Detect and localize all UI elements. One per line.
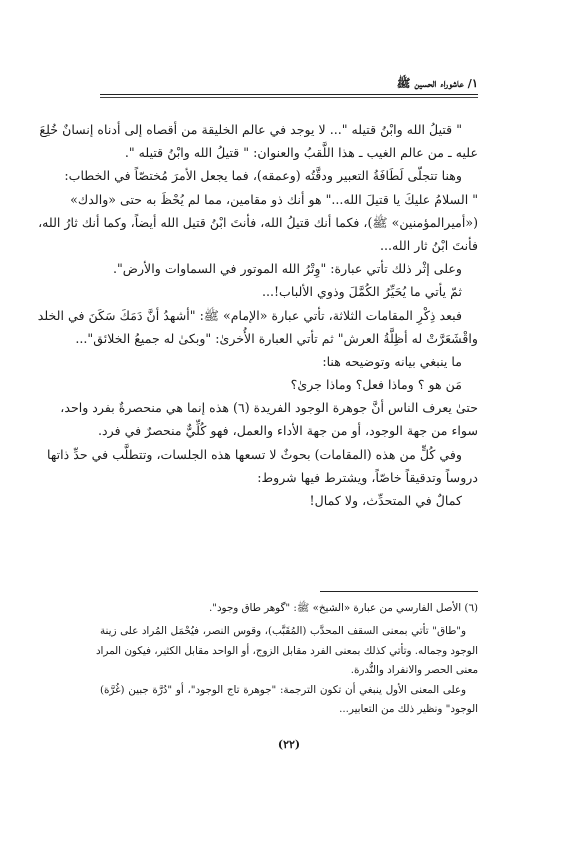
header-rule-thin [100,97,478,98]
text-line: " قتيلُ الله وابْنُ قتيله "... لا يوجد في عالم الخليقة من أقصاه إلى أدناه إنسانٌ خُلِعَ [39,122,462,137]
text-line: وهنا تتجلّى لَطَافَةُ التعبير ودقَّتُه (وعمقه)، فما يجعل الأمرَ مُختصّاً في الخطاب: [64,168,462,184]
text-line: حتىٰ يعرف الناس أنَّ جوهرة الوجود الفريدة (٦) هذه إنما هي منحصرةٌ بفرد واحد، [60,400,478,416]
footnote-line: (٦) الأصل الفارسي من عبارة «الشيخ» ﷺ: "گوهر طاق وجود". [208,602,478,614]
text-line: وفي كُلٍّ من هذه (المقامات) بحوثٌ لا تسعها هذه الجلسات، وتتطلَّب في حدِّ ذاتها [47,446,462,462]
text-line: عليه ـ من عالم الغيب ـ هذا اللَّقبُ والعنوان: " قتيلُ الله وابْنُ قتيله ". [124,145,478,161]
footnote-line: الوجود وجماله. وتأتي كذلك بمعنى الفرد مقابل الزوج، أو الواحد مقابل الكثير، فيكون المراد [95,644,478,657]
footnote-line: وعلى المعنى الأول ينبغي أن تكون الترجمة: "جوهرة تاج الوجود"، أو "دُرَّة جبين (غُرَّة) [100,683,466,696]
text-line: («أميرالمؤمنين» ﷺ)، فكما أنك قتيلُ الله، فأنتَ ابْنُ قتيل الله أيضاً، وكما أنك ثارُ الله، [38,214,478,230]
text-line: " السلامُ عليكَ يا قتيلَ الله..." هو أنك ذو مقامين، مما لم يُحْظَ به حتى «والدك» [70,191,478,207]
footnote-line: الوجود" ونظير ذلك من التعابير... [339,702,478,715]
text-line: واقْشَعَرَّتْ له أظِلَّةُ العرش" ثم تأتي العبارة الأُخرىٰ: "وبكىٰ له جميعُ الخلائق"... [75,330,478,346]
text-line: دروساً وتدقيقاً خاصّاً، ويشترط فيها شروط: [257,469,478,485]
page-number: (٢٢) [277,738,301,751]
text-line: وعلى إثْر ذلك تأتي عبارة: "وِتْرُ الله الموتور في السماوات والأرض". [112,261,462,277]
footnote-line: معنى الحصر والانفراد والنُّدرة. [350,664,478,677]
text-line: فبعد ذِكْرِ المقامات الثلاثة، تأتي عبارة «الإمام» ﷺ: "أشهدُ أنَّ دَمَكَ سَكَنَ في الخلد [37,307,462,323]
running-header [100,74,478,96]
text-line: ثمّ يأتي ما يُحَيِّرُ الكُمَّلَ وذوي الألباب!... [261,284,462,300]
footnote-separator [320,591,478,592]
header-rule [100,94,478,95]
text-line: سواء من جهة الوجود، أو من جهة الأداء والعمل، فهو كُلِّيٌّ منحصرٌ في فرد. [98,423,478,439]
text-line: مَن هو ؟ وماذا فعل؟ وماذا جرىٰ؟ [290,377,462,393]
text-line: فأنتَ ابْنُ ثار الله... [379,237,478,253]
text-line: كمالٌ في المتحدِّث، ولا كمال! [309,493,462,508]
main-text [37,118,478,512]
text-line: ما ينبغي بيانه وتوضيحه هنا: [322,353,462,369]
footnote-line: و"طاق" تأتي بمعنى السقف المحدَّب (المُقَبَّب)، وقوس النصر، فيُحْمَل المُراد على زينة [100,625,466,638]
header-title: ١/ عاشوراء الحسين ﷺ [396,76,478,90]
footnotes [95,599,478,719]
